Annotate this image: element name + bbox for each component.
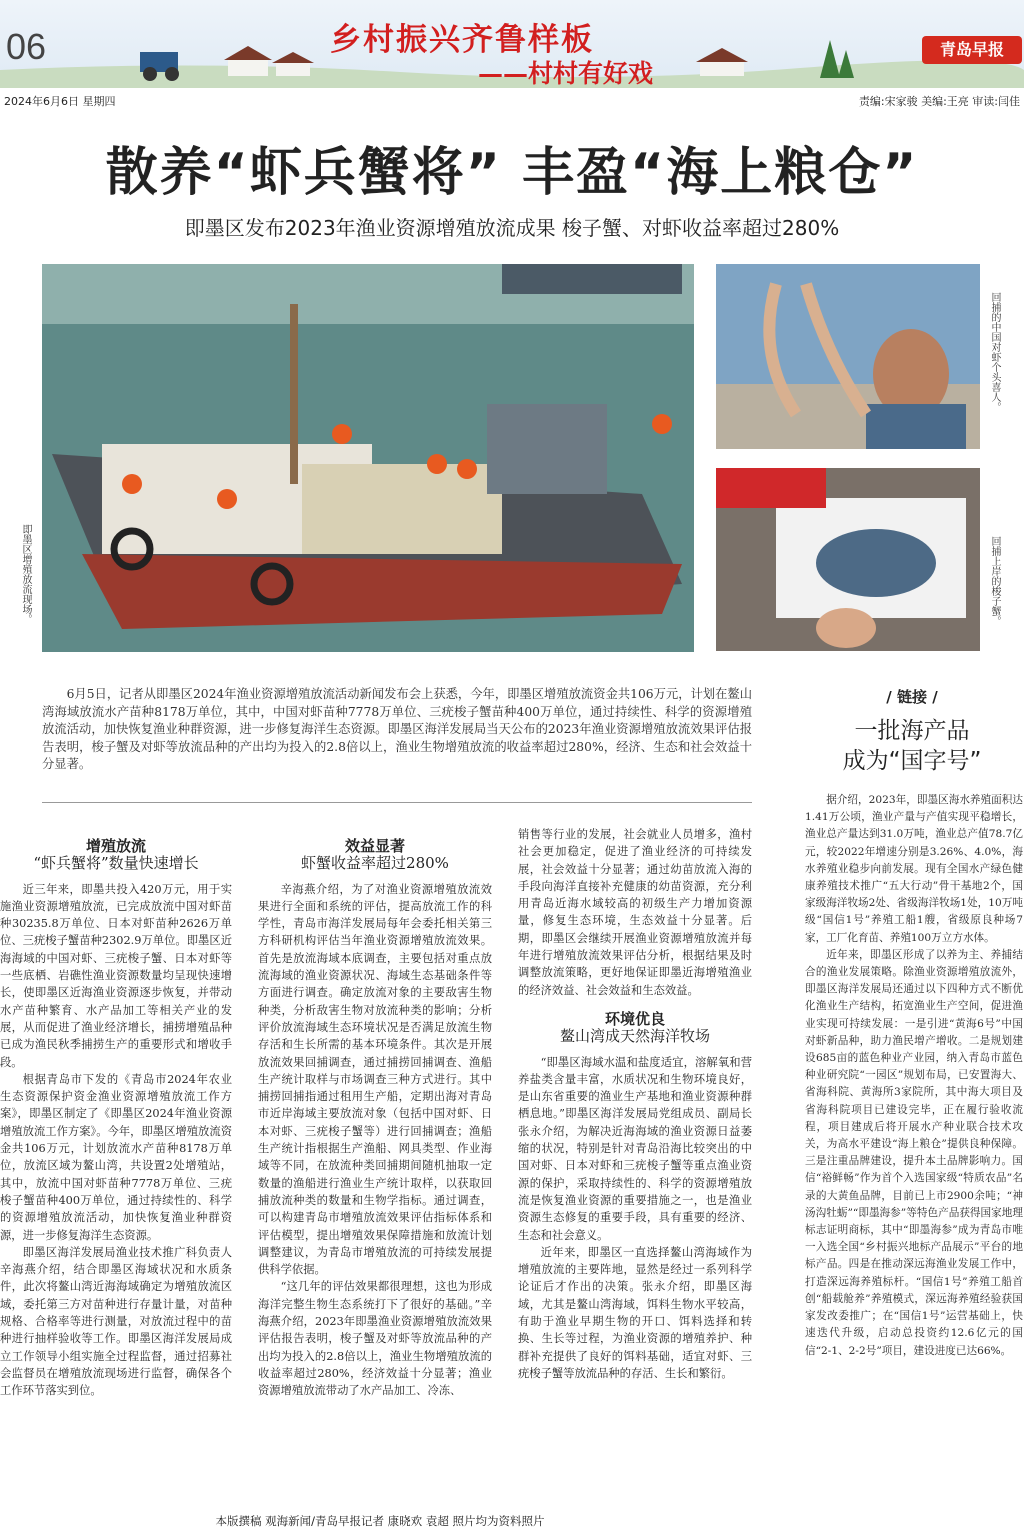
editor-credits: 责编:宋家骏 美编:王亮 审读:闫佳: [858, 95, 1020, 108]
banner-subtitle: ——村村有好戏: [478, 59, 654, 88]
dateline: 2024年6月6日 星期四: [4, 95, 116, 108]
shrimp-photo-caption: 回捕的中国对虾个头喜人。: [989, 292, 1000, 412]
section-3-title: 鳌山湾成天然海洋牧场: [559, 1027, 710, 1046]
section-2-paragraph: “这几年的评估效果都很理想，这也为形成海洋完整生物生态系统打下了很好的基础。”辛海燕介绍，2023年即墨渔业资源增殖放流效果评估报告表明，梭子蟹及对虾等放流品种的产出均为投入的2.8倍以上，渔业生物增殖放流的收益率超过280%，经济效益十分显著；渔业资源增殖放流带动了水产品加工、冷冻、: [258, 1280, 492, 1398]
divider: [42, 802, 752, 803]
section-1-kicker: 增殖放流: [85, 838, 146, 855]
section-1-paragraph: 根据青岛市下发的《青岛市2024年农业生态资源保护资金渔业资源增殖放流工作方案》，即墨区制定了《即墨区2024年渔业资源增殖放流工作方案》。今年，即墨区增殖放流资金共106万元，计划放流水产苗种8178万单位，放流区域为鳌山湾，共设置2处增殖站，其中，放流中国对虾苗种7778万单位、三疣梭子蟹苗种400万单位，通过持续性的、科学的资源增殖放流活动，加快恢复渔业种群资源，进一步修复海洋生态资源。: [0, 1072, 232, 1242]
section-3-kicker: 环境优良: [604, 1009, 665, 1028]
shrimp-photo: [716, 264, 980, 449]
column-1: [0, 838, 232, 1508]
crab-photo-caption: 回捕上岸的梭子蟹。: [989, 536, 1000, 626]
byline-footer: 本版撰稿 观海新闻/青岛早报记者 康晓欢 袁超 照片均为资料照片: [215, 1514, 545, 1528]
section-1-paragraph: 即墨区海洋发展局渔业技术推广科负责人辛海燕介绍，结合即墨区海域状况和水质条件，此次将鳌山湾近海海域确定为增殖放流区域，委托第三方对苗种进行存量计量，对苗种规格、合格率等进行测量，对放流过程中的苗种进行抽样验收等工作。即墨区海洋发展局成立工作领导小组实施全过程监督，通过招募社会监督员在增殖放流现场进行监督，确保各个工作环节落实到位。: [0, 1245, 232, 1398]
subheadline: 即墨区发布2023年渔业资源增殖放流成果 梭子蟹、对虾收益率超过280%: [184, 216, 840, 240]
sidebar-title-line1: 一批海产品: [854, 718, 970, 744]
section-2-paragraph: 辛海燕介绍，为了对渔业资源增殖放流效果进行全面和系统的评估，提高放流工作的科学性，青岛市海洋发展局每年会委托相关第三方科研机构评估当年渔业资源增殖放流效果。首先是放流海域本底调查，主要包括对重点放流海域的渔业资源状况、海域生态基础条件等方面进行调查。确定放流对象的主要敌害生物种类，分析敌害生物对放流种类的影响；分析评价放流海域生态环境状况是否满足放流生物存活和生长所需的基本环境条件。其次是开展放流效果回捕调查，通过捕捞回捕调查、渔船生产统计取样与市场调查三种方式进行。其中捕捞回捕指通过租用生产船，定期出海对青岛市近岸海域主要放流对象（包括中国对虾、日本对虾、三疣梭子蟹等）进行回捕调查；渔船生产统计指根据生产渔船、网具类型、作业海域等不同，在放流种类回捕期间随机抽取一定数量的渔船进行渔业生产统计取样，以获取回捕放流种类的数量和生物学指标。通过调查，可以构建青岛市增殖放流效果评估指标体系和评估模型，提出增殖效果保障措施和放流计划调整建议，为青岛市增殖放流的可持续发展提供科学依据。: [258, 882, 492, 1277]
section-2-kicker: 效益显著: [344, 838, 405, 855]
boat-release-photo: [42, 264, 694, 652]
sidebar-body: [805, 792, 1023, 1528]
section-3-paragraph: “即墨区海域水温和盐度适宜，溶解氧和营养盐类含量丰富，水质状况和生物环境良好，是山东省重要的渔业生产基地和渔业资源种群栖息地。”即墨区海洋发展局党组成员、副局长张永介绍，为解决近海海域的渔业资源日益萎缩的状况，特别是针对青岛沿海比较突出的中国对虾、日本对虾和三疣梭子蟹等重点渔业资源的保护，采取持续性的、科学的资源增殖放流是恢复渔业资源的重要措施之一，也是渔业资源生态修复的重要手段，具有重要的经济、生态和社会意义。: [518, 1055, 752, 1242]
section-1-paragraph: 近三年来，即墨共投入420万元，用于实施渔业资源增殖放流，已完成放流中国对虾苗种30235.8万单位、日本对虾苗种2626万单位、三疣梭子蟹苗种2302.9万单位。即墨区近海海域的中国对虾、三疣梭子蟹、日本对虾等一些底栖、岩礁性渔业资源数量均呈现快速增长，使即墨区近海渔业资源逐步恢复，并带动水产苗种繁育、水产品加工等相关产业的发展，从而促进了渔业经济增长，捕捞增殖品种已成为渔民秋季捕捞生产的重要形式和增收手段。: [0, 882, 232, 1069]
newspaper-logo: 青岛早报: [922, 36, 1022, 64]
sidebar-title-line2: 成为“国字号”: [842, 748, 982, 774]
crab-photo: [716, 468, 980, 651]
section-1-title: “虾兵蟹将”数量快速增长: [33, 854, 199, 873]
banner-title: 乡村振兴齐鲁样板: [330, 22, 594, 58]
headline: 散养“虾兵蟹将” 丰盈“海上粮仓”: [105, 143, 919, 203]
lead-paragraph: 6月5日，记者从即墨区2024年渔业资源增殖放流活动新闻发布会上获悉，今年，即墨区增殖放流资金共106万元，计划在鳌山湾海域放流水产苗种8178万单位，其中，中国对虾苗种7778万单位、三疣梭子蟹苗种400万单位，通过持续性、科学的资源增殖放流活动，加快恢复渔业种群资源，进一步修复海洋生态资源。即墨区海洋发展局当天公布的2023年渔业资源增殖放流效果评估报告表明，梭子蟹及对虾等放流品种的产出均为投入的2.8倍以上，渔业生物增殖放流的收益率超过280%，经济、生态和社会效益十分显著。: [42, 687, 752, 771]
sidebar-kicker: / 链接 /: [886, 688, 938, 706]
section-3-intro: 销售等行业的发展，社会就业人员增多，渔村社会更加稳定，促进了渔业经济的可持续发展，社会效益十分显著；通过幼苗放流入海的手段向海洋直接补充健康的幼苗资源，充分利用青岛近海水域较高的初级生产力增加资源量，修复生态环境，生态效益十分显著。后期，即墨区会继续开展渔业资源增殖放流并每年进行增殖放流效果评估分析，根据结果及时调整放流策略，更好地保证即墨近海增殖渔业的经济效益、社会效益和生态效益。: [518, 828, 752, 997]
sidebar-paragraph: 近年来，即墨区形成了以养为主、养捕结合的渔业发展策略。除渔业资源增殖放流外，即墨区海洋发展局还通过以下四种方式不断优化渔业生产结构，拓宽渔业生产空间，促进渔业实现可持续发展：一是引进“黄海6号”中国对虾新品种，助力渔民增产增收。二是规划建设685亩的蓝色种业产业园，纳入青岛市蓝色种业研究院“一园区”规划布局，已安置海大、省海科院、黄海所3家院所，其中海大项目及省海科院项目已建设完毕，正在履行验收流程，项目建成后将开展水产种业联合技术攻关，为高水平建设“海上粮仓”提供良种保障。三是注重品牌建设，提升本土品牌影响力。国信“裕鲜畅”作为首个入选国家级“特质农品”名录的大黄鱼品牌，目前已上市2900余吨；“神汤沟牡蛎”“即墨海参”等特色产品获得国家地理标志证明商标，其中“即墨海参”成为青岛市唯一入选全国“乡村振兴地标产品展示”平台的地标产品。四是在推动深远海渔业发展工作中，打造深远海养殖标杆。“国信1号”养殖工船首创“船载舱养”养殖模式，深远海养殖经验获国家发改委推广；在“国信1号”运营基础上，快速迭代升级，启动总投资约12.6亿元的国信“2-1、2-2号”项目，建设进度已达66%。: [805, 948, 1023, 1357]
page-number: 06: [6, 26, 47, 67]
section-3-paragraph: 近年来，即墨区一直选择鳌山湾海域作为增殖放流的主要阵地，显然是经过一系列科学论证后才作出的决策。张永介绍，即墨区海域，尤其是鳌山湾海域，饵料生物水平较高，有助于渔业早期生物的开口、饵料选择和转换、生长等过程，为渔业资源的增殖养护、种群补充提供了良好的饵料基础，适宜对虾、三疣梭子蟹等放流品种的存活、生长和繁衍。: [518, 1245, 752, 1380]
column-2: [258, 838, 492, 1508]
sidebar-paragraph: 据介绍，2023年，即墨区海水养殖面积达1.41万公顷，渔业产量与产值实现平稳增长，渔业总产量达到31.0万吨，渔业总产值78.7亿元，较2022年增速分别是3.26%、4.0%，海水养殖业稳步向前发展。现有全国水产绿色健康养殖技术推广“五大行动”骨干基地2个，国家级海洋牧场2处、省级海洋牧场1处，10万吨级“国信1号”养殖工船1艘，省级原良种场7家，工厂化育苗、养殖100万立方水体。: [805, 794, 1023, 944]
main-photo-caption: 即墨区增殖放流现场。: [20, 524, 31, 624]
section-2-title: 虾蟹收益率超过280%: [301, 854, 449, 873]
column-3: [518, 826, 752, 1510]
